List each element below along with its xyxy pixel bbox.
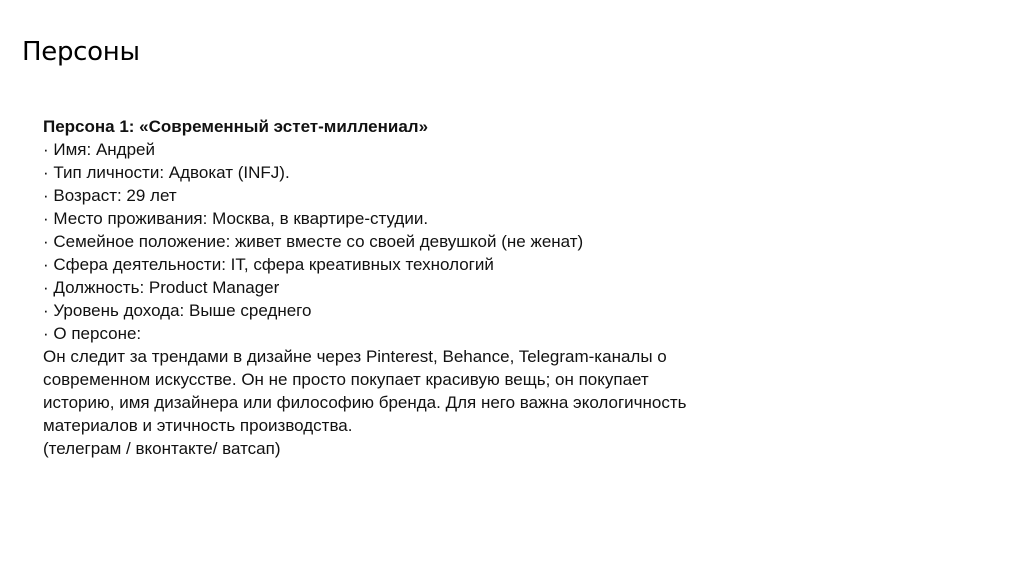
persona-field-income: · Уровень дохода: Выше среднего xyxy=(43,301,312,320)
slide-title: Персоны xyxy=(22,37,140,67)
persona-field-industry: · Сфера деятельности: IT, сфера креативных технологий xyxy=(43,255,494,274)
persona-field-name: · Имя: Андрей xyxy=(43,140,155,159)
persona-about-text: Он следит за трендами в дизайне через Pinterest, Behance, Telegram-каналы о современном искусстве. Он не просто покупает красивую вещь; он покупает историю, имя дизайнера или философию бренда. Для него важна экологичность материалов и этичность производства. xyxy=(43,347,687,435)
persona-field-position: · Должность: Product Manager xyxy=(43,278,280,297)
persona-field-residence: · Место проживания: Москва, в квартире-студии. xyxy=(43,209,429,228)
persona-card xyxy=(43,115,823,460)
persona-heading: Персона 1: «Современный эстет-миллениал» xyxy=(43,117,429,136)
persona-field-family-status: · Семейное положение: живет вместе со своей девушкой (не женат) xyxy=(43,232,584,251)
persona-field-about-label: · О персоне: xyxy=(43,324,142,343)
persona-field-personality-type: · Тип личности: Адвокат (INFJ). xyxy=(43,163,290,182)
persona-field-age: · Возраст: 29 лет xyxy=(43,186,177,205)
persona-channels: (телеграм / вконтакте/ ватсап) xyxy=(43,439,281,458)
